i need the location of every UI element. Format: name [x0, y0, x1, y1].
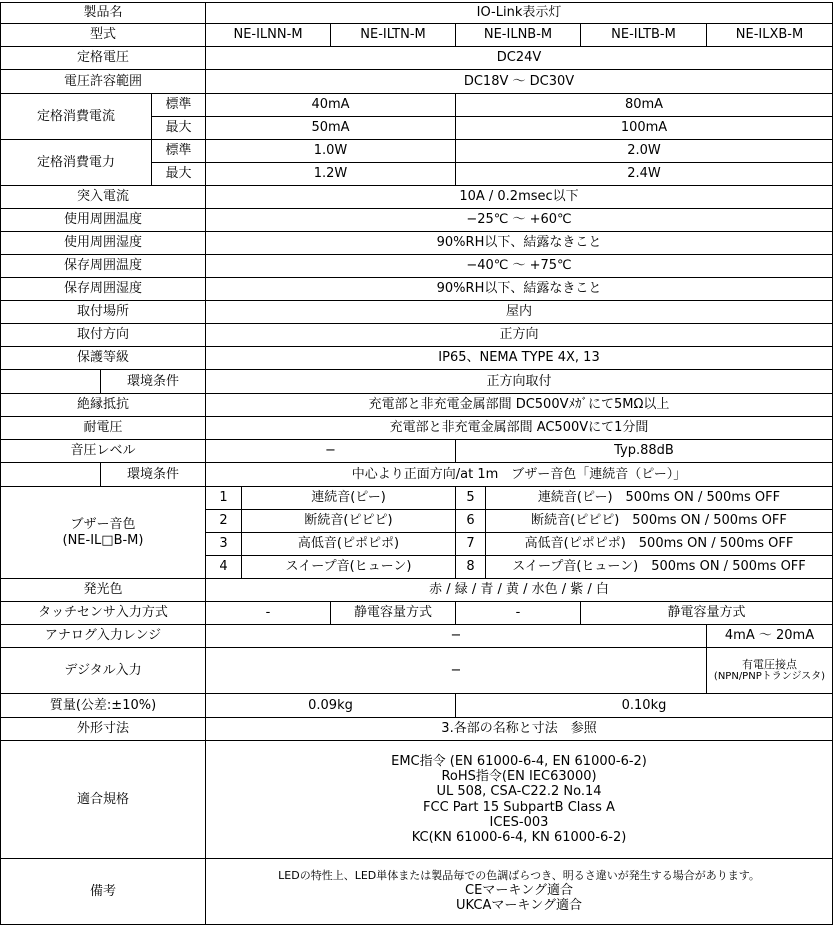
label-model: 型式 — [0, 24, 206, 47]
label-mount-place: 取付場所 — [0, 301, 206, 324]
label-op-temp: 使用周囲温度 — [0, 209, 206, 232]
label-insulation: 絶縁抵抗 — [0, 394, 206, 417]
standard-line: ICES-003 — [489, 814, 549, 830]
label-standards: 適合規格 — [0, 741, 206, 859]
value-touch-d: 静電容量方式 — [581, 602, 833, 625]
label-mass: 質量(公差:±10%) — [0, 694, 206, 718]
label-standard: 標準 — [152, 94, 206, 117]
standard-line: RoHS指令(EN IEC63000) — [441, 768, 597, 784]
buzzer-tone: スイープ音(ヒューン) 500ms ON / 500ms OFF — [486, 556, 833, 579]
label-light-color: 発光色 — [0, 579, 206, 602]
label-protection: 保護等級 — [0, 347, 206, 370]
label-standard: 標準 — [152, 140, 206, 163]
value-current-max-a: 50mA — [206, 117, 456, 140]
blank-cell — [0, 370, 100, 394]
label-product-name: 製品名 — [0, 2, 206, 24]
model-cell: NE-ILNB-M — [456, 24, 581, 47]
standard-line: UL 508, CSA-C22.2 No.14 — [436, 784, 602, 800]
label-op-humidity: 使用周囲湿度 — [0, 232, 206, 255]
buzzer-tone: 断続音(ピピピ) 500ms ON / 500ms OFF — [486, 510, 833, 533]
value-touch-b: 静電容量方式 — [331, 602, 456, 625]
label-dimensions: 外形寸法 — [0, 718, 206, 741]
model-cell: NE-ILTN-M — [331, 24, 456, 47]
value-mass-b: 0.10kg — [456, 694, 833, 718]
value-insulation: 充電部と非充電金属部間 DC500Vﾒｶﾞにて5MΩ以上 — [206, 394, 833, 417]
value-current-standard-a: 40mA — [206, 94, 456, 117]
value-rated-voltage: DC24V — [206, 47, 833, 70]
value-digital-b-line2: (NPN/PNPトランジスタ) — [713, 671, 826, 683]
model-cell: NE-ILXB-M — [707, 24, 833, 47]
value-op-humidity: 90%RH以下、結露なきこと — [206, 232, 833, 255]
value-sound-env: 中心より正面方向/at 1m ブザー音色「連続音（ピー）」 — [206, 463, 833, 487]
buzzer-no: 8 — [456, 556, 486, 579]
value-withstand-voltage: 充電部と非充電金属部間 AC500Vにて1分間 — [206, 417, 833, 440]
buzzer-no: 3 — [206, 533, 242, 556]
label-rated-voltage: 定格電圧 — [0, 47, 206, 70]
label-buzzer-tone-line2: (NE-IL□B-M) — [62, 532, 144, 548]
value-mount-place: 屋内 — [206, 301, 833, 324]
value-sound-level-b: Typ.88dB — [456, 440, 833, 463]
value-storage-temp: −40℃ 〜 +75℃ — [206, 255, 833, 278]
value-analog-b: 4mA 〜 20mA — [707, 625, 833, 648]
label-inrush: 突入電流 — [0, 186, 206, 209]
buzzer-tone: 高低音(ピポピポ) 500ms ON / 500ms OFF — [486, 533, 833, 556]
buzzer-tone: 断続音(ピピピ) — [242, 510, 456, 533]
label-analog-range: アナログ入力レンジ — [0, 625, 206, 648]
buzzer-no: 5 — [456, 487, 486, 510]
label-sound-level: 音圧レベル — [0, 440, 206, 463]
buzzer-no: 6 — [456, 510, 486, 533]
buzzer-no: 4 — [206, 556, 242, 579]
label-storage-temp: 保存周囲温度 — [0, 255, 206, 278]
buzzer-no: 1 — [206, 487, 242, 510]
value-power-standard-b: 2.0W — [456, 140, 833, 163]
label-env-condition: 環境条件 — [100, 463, 206, 487]
value-mass-a: 0.09kg — [206, 694, 456, 718]
label-max: 最大 — [152, 117, 206, 140]
value-sound-level-a: − — [206, 440, 456, 463]
label-voltage-range: 電圧許容範囲 — [0, 70, 206, 94]
value-touch-a: - — [206, 602, 331, 625]
buzzer-no: 7 — [456, 533, 486, 556]
value-protection-env: 正方向取付 — [206, 370, 833, 394]
label-mount-direction: 取付方向 — [0, 324, 206, 347]
label-rated-power: 定格消費電力 — [0, 140, 152, 186]
standard-line: FCC Part 15 SubpartB Class A — [423, 799, 615, 815]
label-digital-input: デジタル入力 — [0, 648, 206, 694]
label-remarks: 備考 — [0, 859, 206, 925]
buzzer-tone: 連続音(ピー) — [242, 487, 456, 510]
value-op-temp: −25℃ 〜 +60℃ — [206, 209, 833, 232]
value-light-color: 赤 / 緑 / 青 / 黄 / 水色 / 紫 / 白 — [206, 579, 833, 602]
model-cell: NE-ILTB-M — [581, 24, 707, 47]
value-power-max-a: 1.2W — [206, 163, 456, 186]
label-storage-humidity: 保存周囲湿度 — [0, 278, 206, 301]
label-buzzer-tone — [0, 487, 206, 579]
label-touch-sensor: タッチセンサ入力方式 — [0, 602, 206, 625]
remark-line: CEマーキング適合 — [465, 882, 573, 898]
value-protection: IP65、NEMA TYPE 4X, 13 — [206, 347, 833, 370]
value-digital-b — [707, 648, 833, 694]
label-rated-current: 定格消費電流 — [0, 94, 152, 140]
value-standards — [206, 741, 833, 859]
value-product-name: IO-Link表示灯 — [206, 2, 833, 24]
value-analog-a: − — [206, 625, 707, 648]
remark-line: LEDの特性上、LED単体または製品毎での色調ばらつき、明るさ違いが発生する場合があります。 — [278, 868, 760, 882]
value-touch-c: - — [456, 602, 581, 625]
buzzer-tone: 連続音(ピー) 500ms ON / 500ms OFF — [486, 487, 833, 510]
value-digital-b-line1: 有電圧接点 — [742, 657, 797, 671]
value-power-standard-a: 1.0W — [206, 140, 456, 163]
value-current-max-b: 100mA — [456, 117, 833, 140]
buzzer-tone: スイープ音(ヒューン) — [242, 556, 456, 579]
buzzer-no: 2 — [206, 510, 242, 533]
value-current-standard-b: 80mA — [456, 94, 833, 117]
remark-line: UKCAマーキング適合 — [456, 897, 582, 913]
value-digital-a: − — [206, 648, 707, 694]
value-voltage-range: DC18V 〜 DC30V — [206, 70, 833, 94]
label-buzzer-tone-line1: ブザー音色 — [70, 516, 136, 532]
standard-line: EMC指令 (EN 61000-6-4, EN 61000-6-2) — [391, 753, 647, 769]
label-env-condition: 環境条件 — [100, 370, 206, 394]
value-mount-direction: 正方向 — [206, 324, 833, 347]
value-inrush: 10A / 0.2msec以下 — [206, 186, 833, 209]
label-withstand-voltage: 耐電圧 — [0, 417, 206, 440]
model-cell: NE-ILNN-M — [206, 24, 331, 47]
label-max: 最大 — [152, 163, 206, 186]
standard-line: KC(KN 61000-6-4, KN 61000-6-2) — [411, 830, 627, 846]
buzzer-tone: 高低音(ピポピポ) — [242, 533, 456, 556]
value-dimensions: 3.各部の名称と寸法 参照 — [206, 718, 833, 741]
value-remarks — [206, 859, 833, 925]
value-storage-humidity: 90%RH以下、結露なきこと — [206, 278, 833, 301]
blank-cell — [0, 463, 100, 487]
value-power-max-b: 2.4W — [456, 163, 833, 186]
